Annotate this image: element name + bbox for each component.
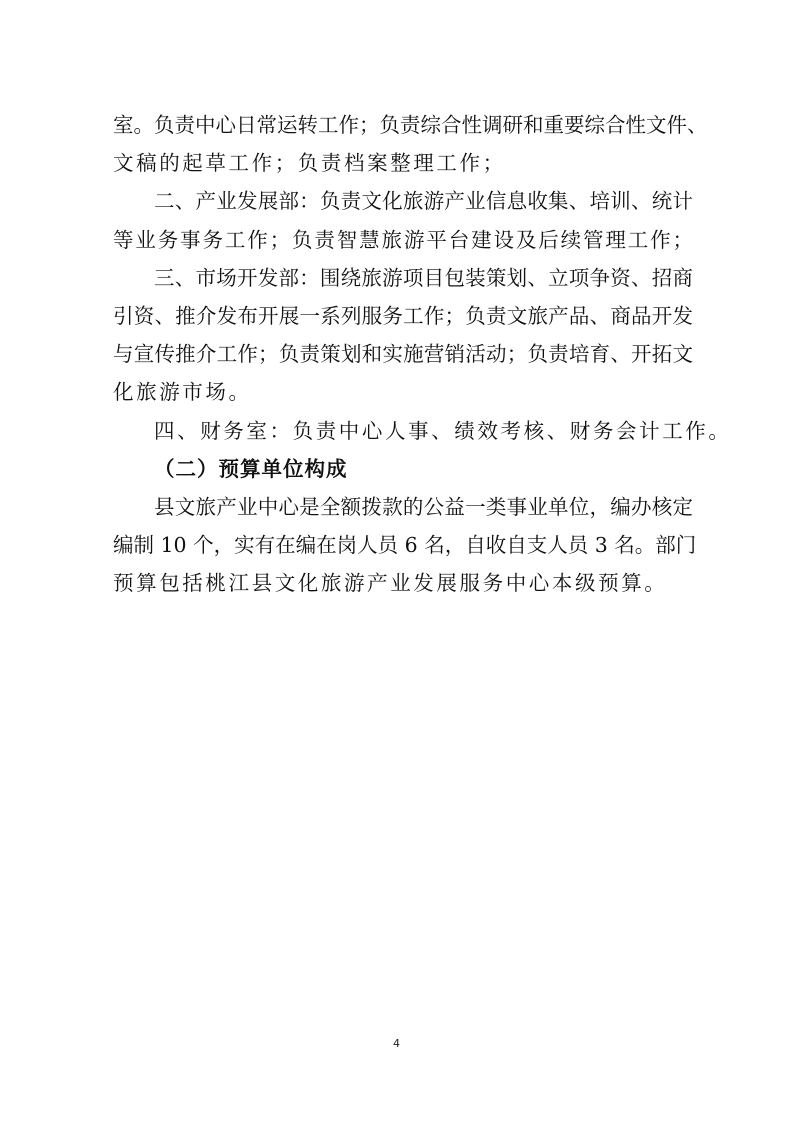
paragraph-line-1: 室。负责中心日常运转工作；负责综合性调研和重要综合性文件、 — [113, 113, 708, 137]
paragraph-line-12: 编制 10 个，实有在编在岗人员 6 名，自收自支人员 3 名。部门 — [113, 533, 697, 558]
document-body — [113, 112, 732, 608]
page-number: 4 — [393, 1037, 400, 1050]
paragraph-line-4: 等业务事务工作；负责智慧旅游平台建设及后续管理工作； — [113, 227, 693, 252]
paragraph-line-11: 县文旅产业中心是全额拨款的公益一类事业单位，编办核定 — [154, 494, 693, 519]
paragraph-line-6: 引资、推介发布开展一系列服务工作；负责文旅产品、商品开发 — [113, 303, 693, 328]
paragraph-line-3: 二、产业发展部：负责文化旅游产业信息收集、培训、统计 — [154, 189, 693, 214]
paragraph-line-8: 化旅游市场。 — [113, 380, 252, 405]
section-heading: （二）预算单位构成 — [154, 456, 348, 481]
paragraph-line-7: 与宣传推介工作；负责策划和实施营销活动；负责培育、开拓文 — [113, 342, 693, 367]
paragraph-line-2: 文稿的起草工作；负责档案整理工作； — [113, 151, 506, 176]
paragraph-line-13: 预算包括桃江县文化旅游产业发展服务中心本级预算。 — [113, 571, 668, 596]
paragraph-line-9: 四、财务室：负责中心人事、绩效考核、财务会计工作。 — [154, 418, 732, 443]
paragraph-line-5: 三、市场开发部：围绕旅游项目包装策划、立项争资、招商 — [154, 265, 693, 290]
